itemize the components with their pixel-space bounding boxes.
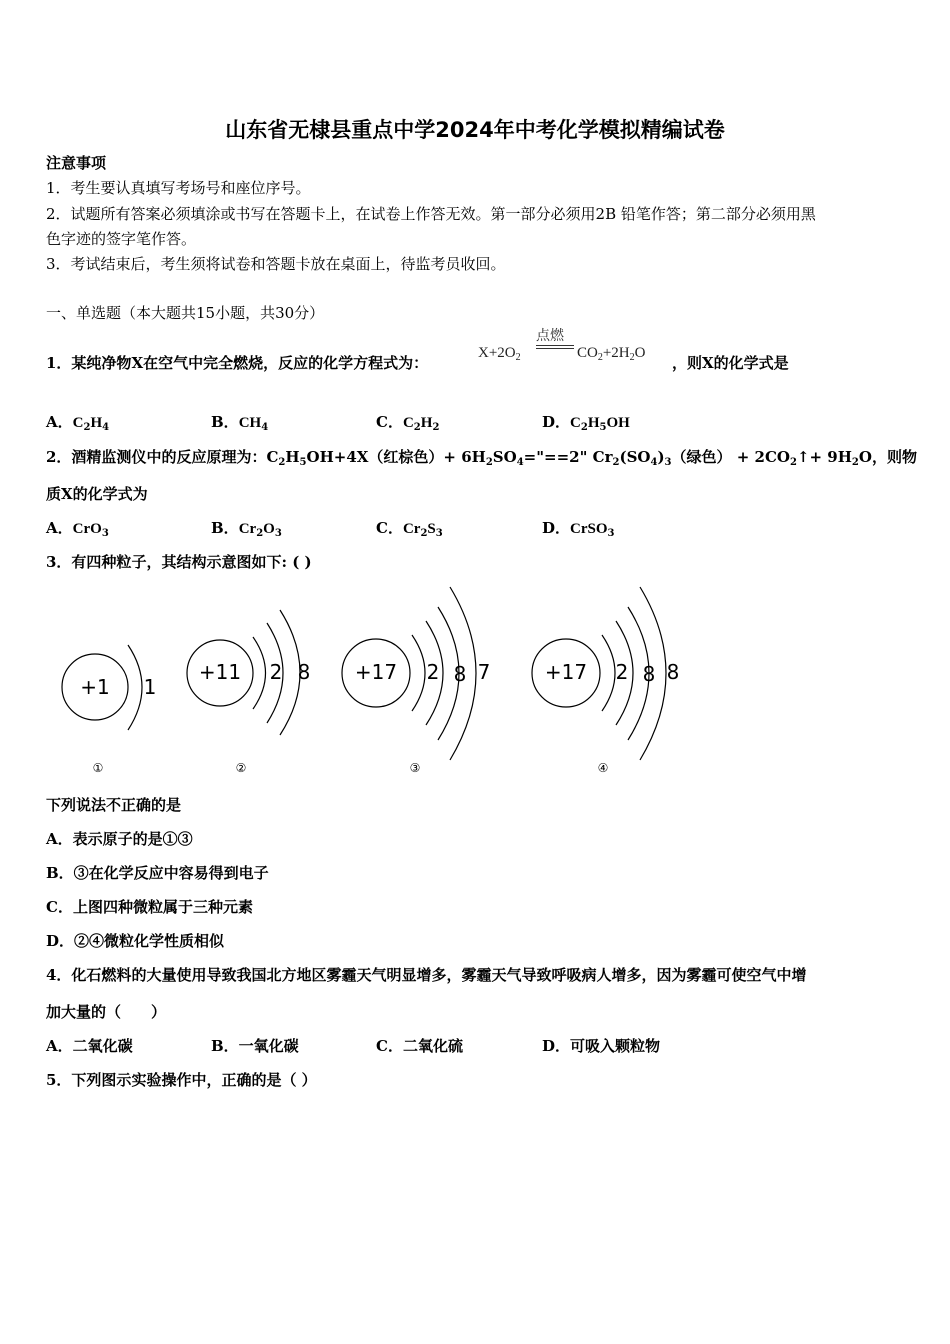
section-heading: 一、单选题（本大题共15小题，共30分） [46,304,325,322]
q2-l1-h: （绿色） + 2CO [671,448,790,466]
q2-l1-c: OH+4X（红棕色）+ 6H [306,448,486,466]
q1-option-a [46,411,109,432]
atomic-structure-diagram [40,575,700,780]
q1-eq-left-sub: 2 [515,352,521,363]
q1-eq-left-text: X+2O [478,345,516,361]
q2-c-s2: 3 [435,528,443,539]
q2-c-s1: 2 [420,528,428,539]
q1-c-h: H [420,415,433,431]
q4-option-d: D．可吸入颗粒物 [542,1037,661,1055]
q2-l1-s3: 2 [485,457,493,468]
q2-b-m2: O [263,521,275,537]
q1-d-s1: 2 [580,422,588,433]
q1-equation [478,325,668,371]
p2-shell-count-2: 8 [297,660,311,684]
q3-option-a: A．表示原子的是①③ [46,830,193,848]
q1-option-d [542,411,630,432]
q2-l1-i: ↑+ 9H [796,448,852,466]
q1-eq-h-sub: 2 [629,352,635,363]
q1-c-s1: 2 [413,422,421,433]
q2-b-label: B． [211,519,239,537]
q2-d-main: CrSO [570,521,608,537]
page-title: 山东省无棣县重点中学2024年中考化学模拟精编试卷 [225,118,725,142]
q2-d-sub: 3 [607,528,615,539]
q1-b-s1: 4 [261,422,269,433]
q5-stem: 5．下列图示实验操作中，正确的是（ ） [46,1071,317,1089]
p4-shell-count-3: 8 [666,660,680,684]
q1-eq-o: O [634,345,646,361]
q1-c-label: C． [376,413,403,431]
q2-l1-s2: 5 [299,457,307,468]
q2-l1-s5: 2 [612,457,620,468]
q2-l1-a: 2．酒精监测仪中的反应原理为：C [46,448,279,466]
q1-d-h: H [587,415,600,431]
q2-option-b [211,517,282,538]
p4-shell-1 [602,635,615,711]
q2-l1-s1: 2 [278,457,286,468]
q1-d-s2: 5 [599,422,607,433]
q1-b-label: B． [211,413,239,431]
q2-option-a [46,517,109,538]
p2-shell-count-1: 2 [269,660,283,684]
q2-d-label: D． [542,519,571,537]
p2-nucleus: +11 [198,660,242,684]
q1-c-c: C [402,415,414,431]
q1-option-c [376,411,439,432]
q2-stem-line2: 质X的化学式为 [46,485,148,503]
q1-d-label: D． [542,413,571,431]
q2-a-sub: 3 [101,528,109,539]
q1-b-ch: CH [238,415,262,431]
q2-l1-s4: 4 [516,457,524,468]
q3-option-d: D．②④微粒化学性质相似 [46,932,225,950]
notice-item-2: 2．试题所有答案必须填涂或书写在答题卡上，在试卷上作答无效。第一部分必须用2B 铅笔作答；第二部分必须用黑 [46,205,816,223]
q2-c-m2: S [427,521,436,537]
p2-shell-1 [253,637,266,709]
p3-shell-count-3: 7 [477,660,491,684]
p2-label: ② [235,761,247,775]
q4-option-b: B．一氧化碳 [211,1037,299,1055]
q3-prompt: 下列说法不正确的是 [46,796,182,814]
q2-l1-g: ) [657,448,665,466]
notice-item-3: 3．考试结束后，考生须将试卷和答题卡放在桌面上，待监考员收回。 [46,255,506,273]
q4-option-a: A．二氧化碳 [46,1037,133,1055]
q2-option-d [542,517,614,538]
notice-item-2-cont: 色字迹的签字笔作答。 [46,230,197,248]
q3-stem: 3．有四种粒子，其结构示意图如下: ( ) [46,553,312,571]
q2-c-m1: Cr [402,521,421,537]
q1-option-b [211,411,268,432]
p3-shell-count-2: 8 [453,662,467,686]
q4-stem-line1: 4．化石燃料的大量使用导致我国北方地区雾霾天气明显增多，雾霾天气导致呼吸病人增多，因为雾霾可使空气中增 [46,966,807,984]
q2-l1-f: (SO [619,448,651,466]
q2-l1-s7: 3 [664,457,672,468]
q1-d-oh: OH [606,415,630,431]
q3-option-c: C．上图四种微粒属于三种元素 [46,898,253,916]
q4-stem-line2: 加大量的（ ） [46,1003,167,1021]
p3-shell-count-1: 2 [426,660,440,684]
q1-a-s1: 2 [83,422,91,433]
q1-eq-condition: 点燃 [536,328,564,344]
q2-option-c [376,517,443,538]
p1-nucleus: +1 [80,675,110,699]
p1-shell-1 [128,645,142,730]
q2-b-s2: 3 [274,528,282,539]
q1-a-label: A． [46,413,73,431]
q1-d-c: C [570,415,581,431]
p4-shell-count-1: 2 [615,660,629,684]
q1-a-c: C [72,415,84,431]
q2-c-label: C． [376,519,403,537]
q1-a-s2: 4 [102,422,110,433]
q1-c-s2: 2 [432,422,440,433]
q1-stem-end: ，则X的化学式是 [672,354,789,372]
q1-eq-left [478,345,521,362]
q4-option-c: C．二氧化硫 [376,1037,463,1055]
q1-a-h: H [90,415,103,431]
p3-shell-1 [412,635,425,711]
q2-l1-b: H [285,448,300,466]
q1-eq-sign-bottom [536,348,574,349]
q1-eq-right [577,345,645,362]
p1-label: ① [92,761,104,775]
p4-label: ④ [597,761,609,775]
q1-eq-sign-top [536,345,574,346]
q3-option-b: B．③在化学反应中容易得到电子 [46,864,269,882]
q2-a-main: CrO [72,521,102,537]
q2-stem-line1 [46,446,917,467]
notice-heading: 注意事项 [46,154,107,172]
p1-shell-count-1: 1 [143,675,157,699]
q2-l1-s9: 2 [851,457,859,468]
notice-item-1: 1．考生要认真填写考场号和座位序号。 [46,179,311,197]
p3-label: ③ [409,761,421,775]
q2-l1-e: ="==2" Cr [523,448,613,466]
p3-nucleus: +17 [354,660,398,684]
q2-b-m1: Cr [238,521,257,537]
q2-a-label: A． [46,519,73,537]
q2-l1-j: O，则物 [858,448,917,466]
p4-nucleus: +17 [544,660,588,684]
q2-b-s1: 2 [256,528,264,539]
q1-eq-co: CO [577,345,598,361]
q1-eq-h: +2H [602,345,630,361]
q2-l1-s6: 4 [650,457,658,468]
q1-eq-co-sub: 2 [597,352,603,363]
p4-shell-count-2: 8 [642,662,656,686]
q2-l1-d: SO [492,448,517,466]
q1-stem: 1．某纯净物X在空气中完全燃烧，反应的化学方程式为： [46,354,429,372]
q2-l1-s8: 2 [789,457,797,468]
